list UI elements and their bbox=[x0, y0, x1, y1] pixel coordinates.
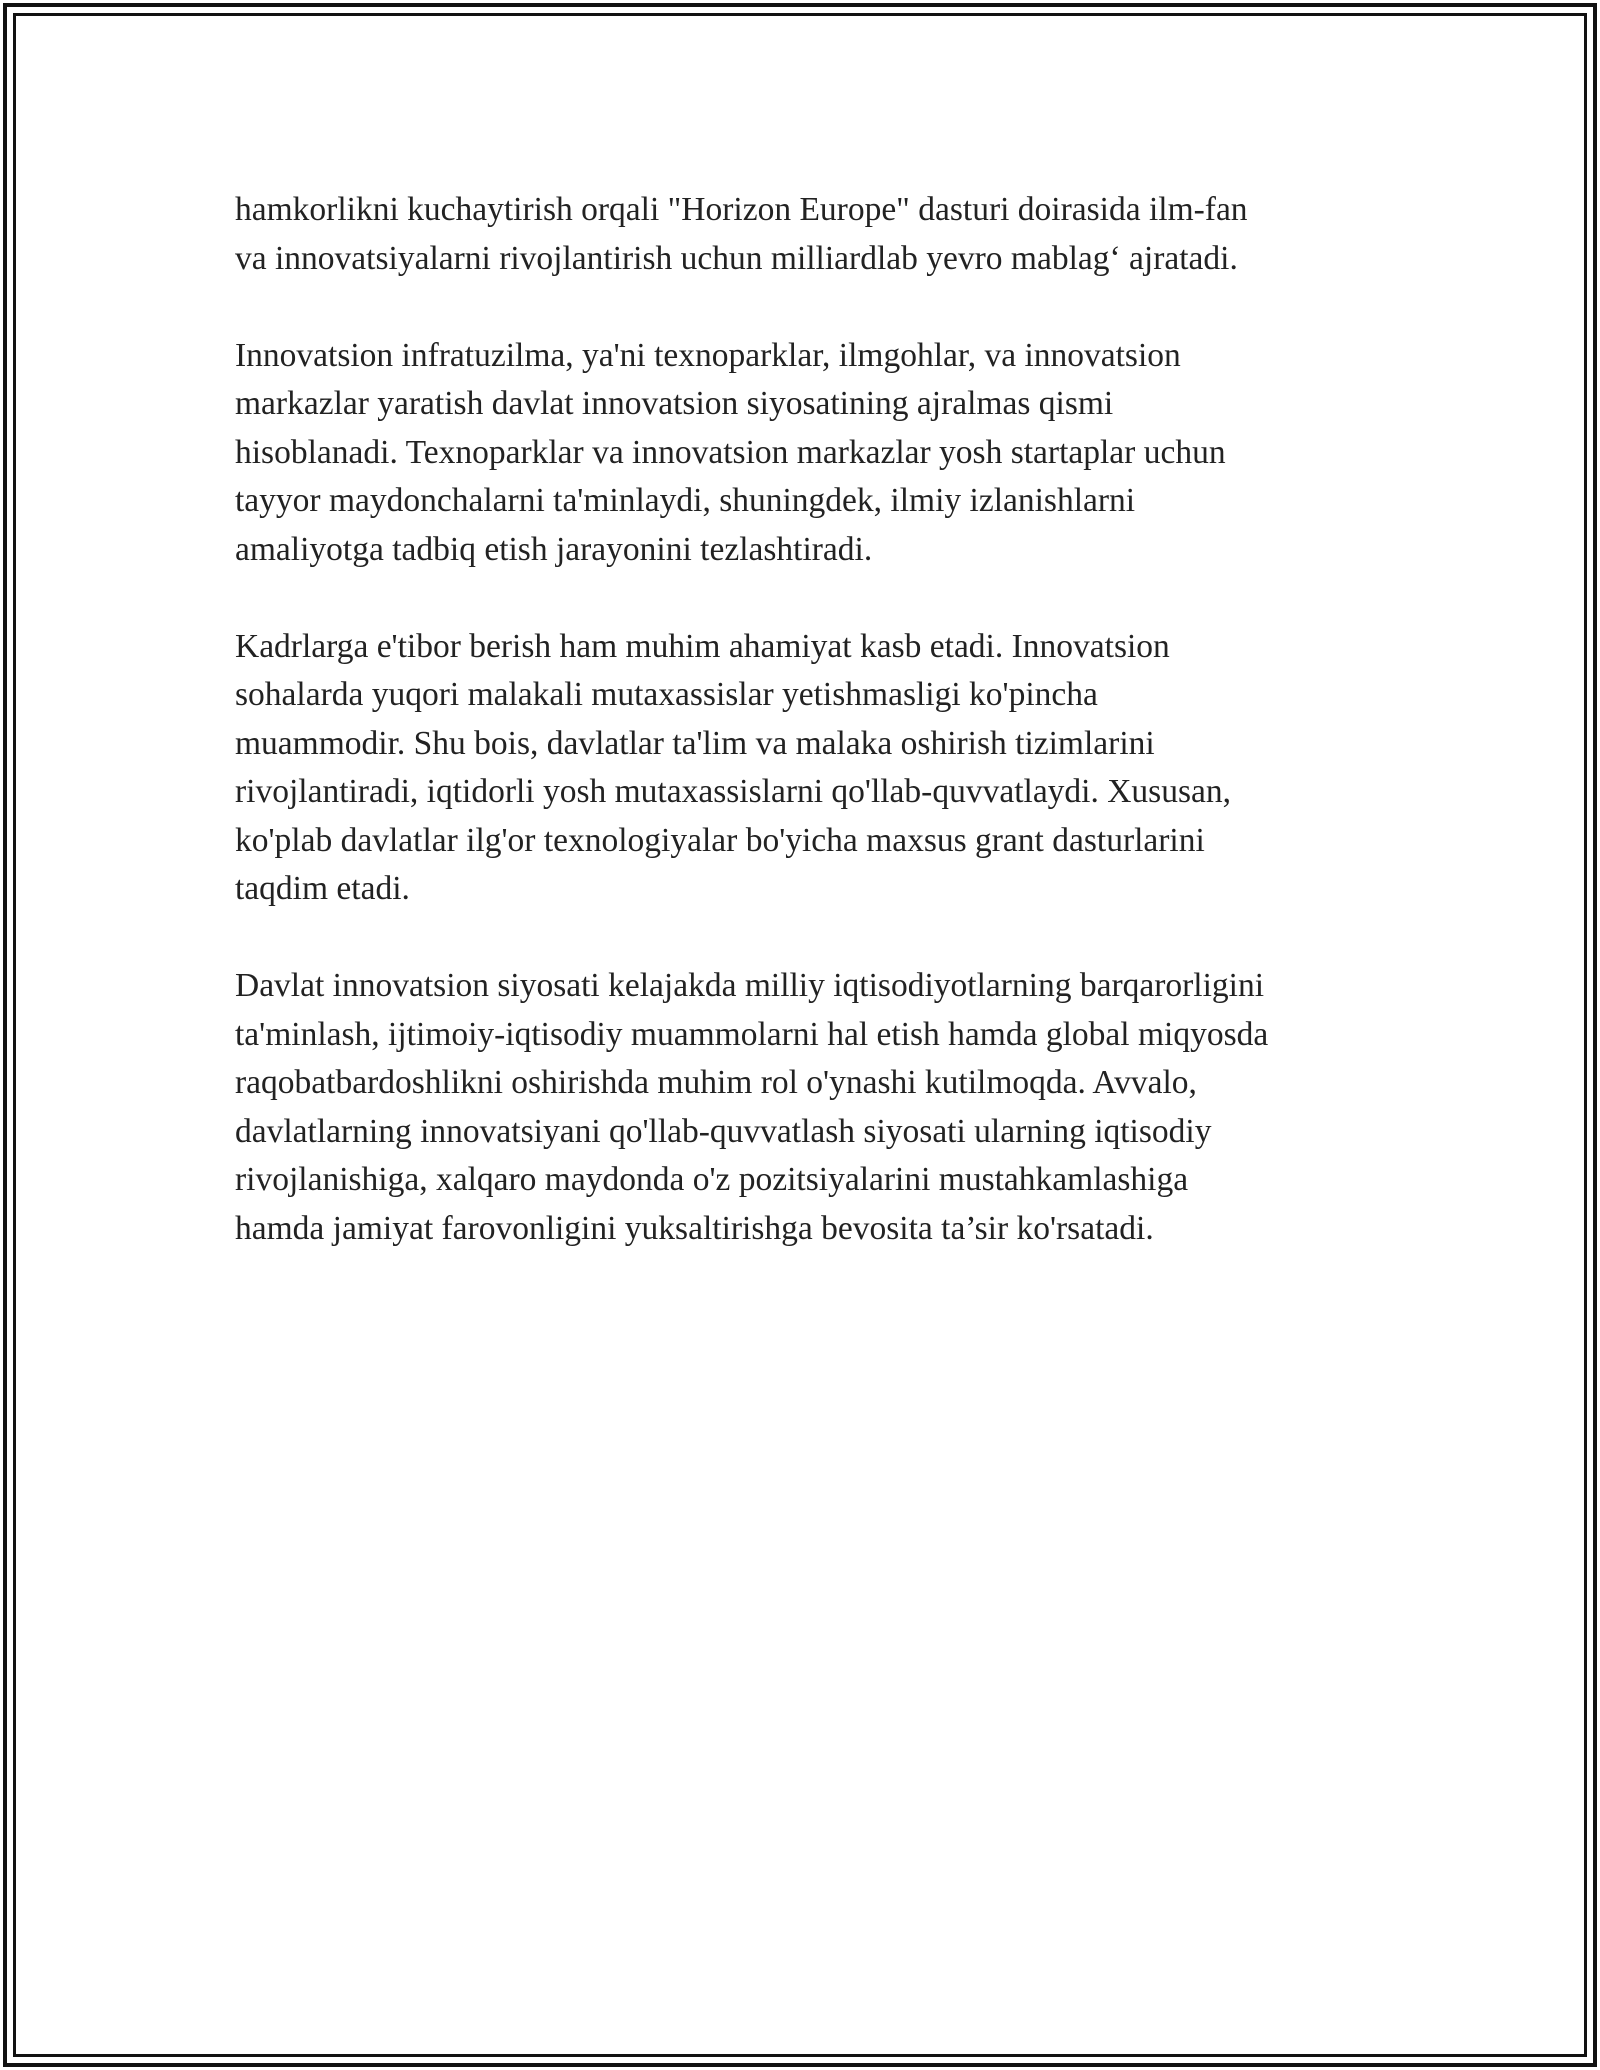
paragraph-3: Kadrlarga e'tibor berish ham muhim ahamiyat kasb etadi. Innovatsion sohalarda yuqori malakali mutaxassislar yetishmasligi ko'pincha muammodir. Shu bois, davlatlar ta'lim va malaka oshirish tizimlarini rivojlantiradi, iqtidorli yosh mutaxassislarni qo'llab-quvvatlaydi. Xususan, ko'plab davlatlar ilg'or texnologiyalar bo'yicha maxsus grant dasturlarini taqdim etadi. bbox=[235, 627, 1232, 907]
paragraph-2: Innovatsion infratuzilma, ya'ni texnoparklar, ilmgohlar, va innovatsion markazlar yaratish davlat innovatsion siyosatining ajralmas qismi hisoblanadi. Texnoparklar va innovatsion markazlar yosh startaplar uchun tayyor maydonchalarni ta'minlaydi, shuningdek, ilmiy izlanishlarni amaliyotga tadbiq etish jarayonini tezlashtiradi. bbox=[235, 336, 1226, 568]
document-body bbox=[235, 186, 1375, 1302]
paragraph-4: Davlat innovatsion siyosati kelajakda milliy iqtisodiyotlarning barqarorligini ta'minlash, ijtimoiy-iqtisodiy muammolarni hal etish hamda global miqyosda raqobatbardoshlikni oshirishda muhim rol o'ynashi kutilmoqda. Avvalo, davlatlarning innovatsiyani qo'llab-quvvatlash siyosati ularning iqtisodiy rivojlanishiga, xalqaro maydonda o'z pozitsiyalarini mustahkamlashiga hamda jamiyat farovonligini yuksaltirishga bevosita ta’sir ko'rsatadi. bbox=[235, 967, 1269, 1247]
paragraph-1: hamkorlikni kuchaytirish orqali "Horizon Europe" dasturi doirasida ilm-fan va innovatsiyalarni rivojlantirish uchun milliardlab yevro mablag‘ ajratadi. bbox=[235, 191, 1248, 277]
